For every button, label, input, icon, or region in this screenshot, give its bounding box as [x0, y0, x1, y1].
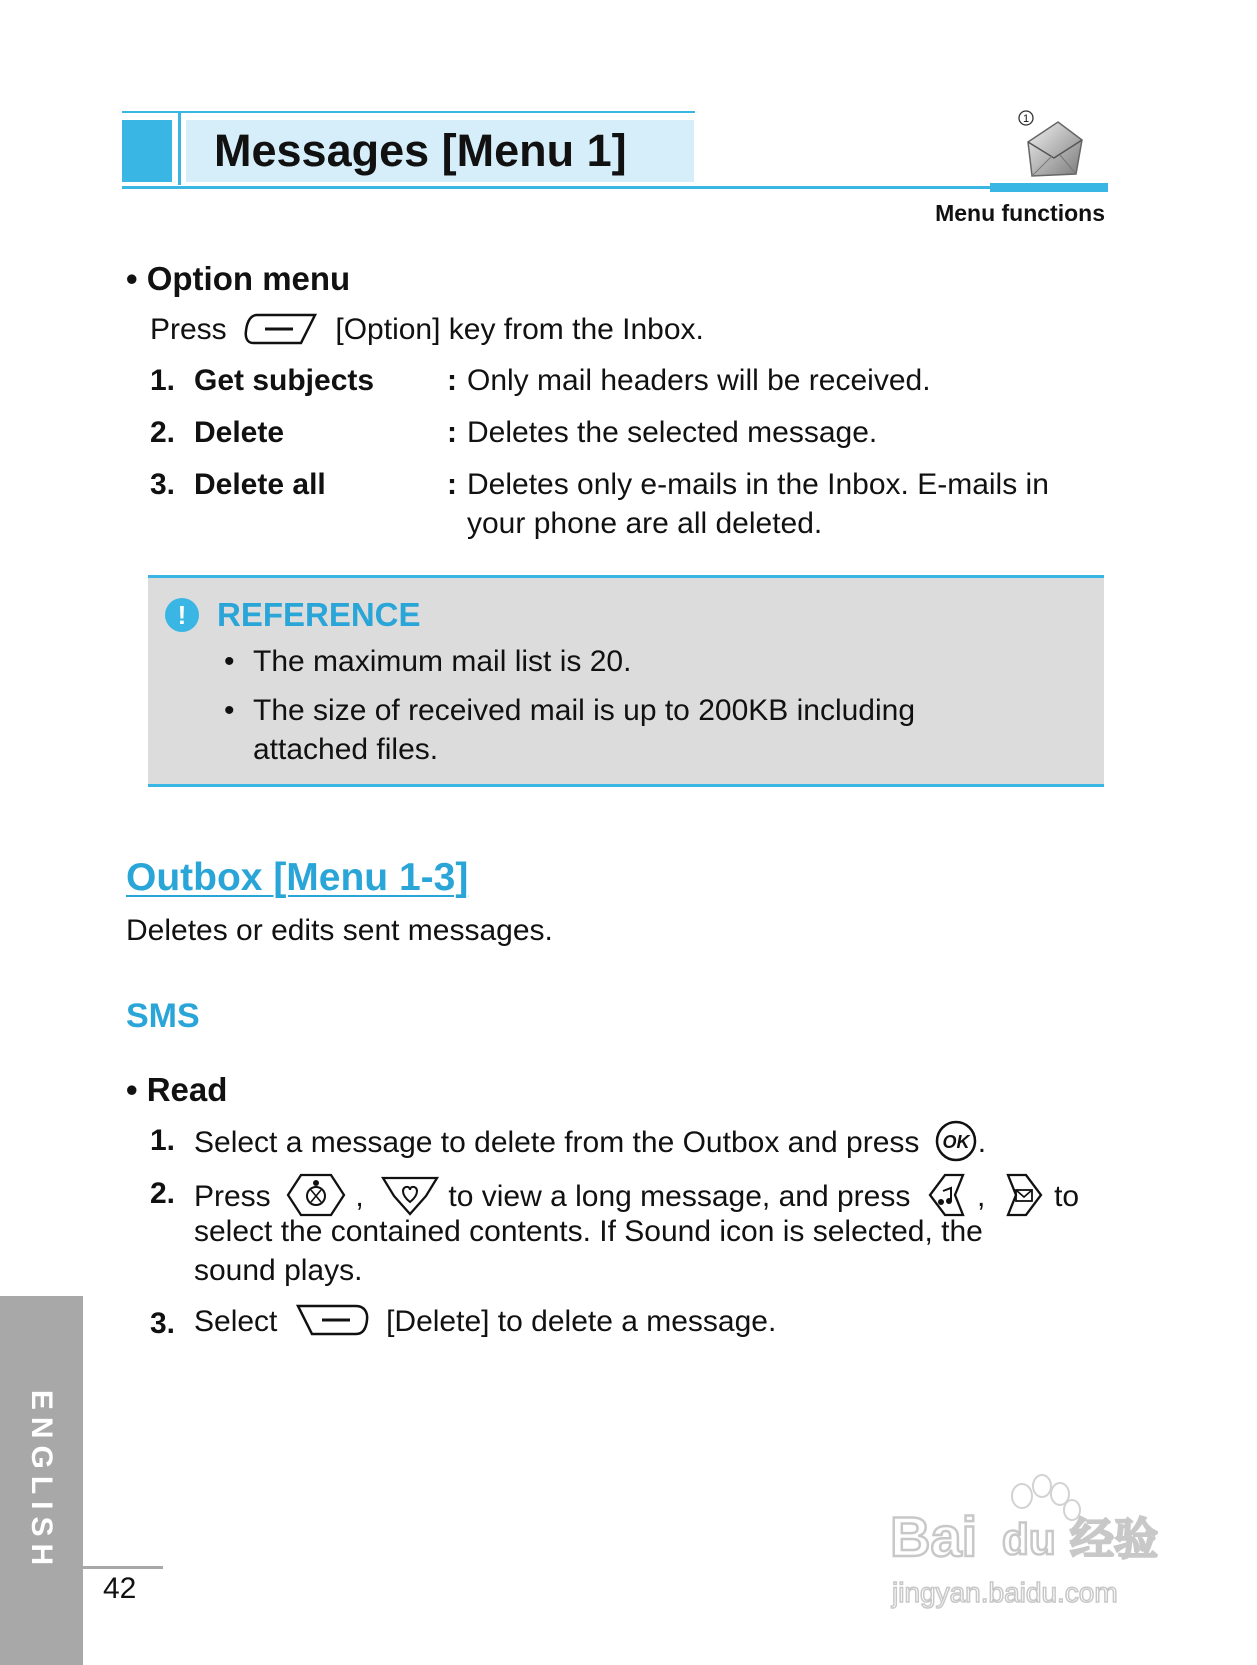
right-soft-key-icon: [294, 1302, 370, 1338]
nav-left-key-icon: [925, 1171, 969, 1219]
header-top-rule: [122, 111, 695, 113]
page-number: 42: [103, 1572, 137, 1605]
read-step-2-cont: select the contained contents. If Sound icon is selected, the: [194, 1215, 983, 1248]
option-intro-before: Press: [150, 313, 227, 346]
option-item-number: 3.: [150, 468, 176, 501]
option-intro-after: [Option] key from the Inbox.: [335, 313, 704, 346]
outbox-description: Deletes or edits sent messages.: [126, 914, 553, 947]
header-underline: [122, 186, 990, 189]
header-separator: [178, 113, 181, 185]
option-item-desc: Deletes only e-mails in the Inbox. E-mails in: [467, 468, 1049, 501]
read-step-text: to: [1054, 1179, 1080, 1213]
bullet-dot: •: [224, 645, 235, 678]
option-item-colon: :: [447, 364, 457, 397]
option-item-desc: Deletes the selected message.: [467, 416, 878, 449]
exclamation-icon: !: [165, 598, 199, 632]
outbox-title: Outbox [Menu 1-3]: [126, 856, 469, 899]
read-step-number: 1.: [150, 1124, 176, 1157]
svg-text:jingyan.baidu.com: jingyan.baidu.com: [892, 1577, 1118, 1608]
nav-down-key-icon: [380, 1172, 440, 1218]
read-step-2-cont: sound plays.: [194, 1254, 363, 1287]
option-item-desc: Only mail headers will be received.: [467, 364, 931, 397]
read-step-text: Press: [194, 1179, 271, 1213]
reference-bullet: The size of received mail is up to 200KB including: [253, 694, 916, 727]
reference-title: REFERENCE: [217, 596, 421, 633]
read-step-text-end: [Delete] to delete a message.: [386, 1305, 777, 1338]
section-subtitle: Menu functions: [935, 200, 1105, 226]
language-tab-label: ENGLISH: [25, 1389, 59, 1572]
option-item-number: 2.: [150, 416, 176, 449]
svg-text:OK: OK: [942, 1132, 970, 1152]
reference-bullet: The maximum mail list is 20.: [253, 645, 632, 678]
left-soft-key-icon: [243, 311, 319, 347]
svg-text:1: 1: [1022, 113, 1030, 125]
read-heading: • Read: [126, 1071, 228, 1108]
nav-right-key-icon: [1002, 1171, 1046, 1219]
read-step-text: Select: [194, 1305, 278, 1338]
page-number-rule: [83, 1566, 163, 1569]
option-item-colon: :: [447, 468, 457, 501]
read-step-1: [194, 1122, 986, 1166]
read-step-sep: ,: [355, 1179, 364, 1213]
option-menu-heading: • Option menu: [126, 260, 351, 297]
option-item-desc-cont: your phone are all deleted.: [467, 507, 823, 540]
ok-key-icon: [934, 1119, 978, 1163]
baidu-watermark: [890, 1470, 1190, 1620]
option-item-label: Delete all: [194, 468, 326, 501]
option-item-label: Delete: [194, 416, 285, 449]
envelope-icon: [1016, 110, 1092, 182]
header-accent-block: [122, 120, 172, 182]
page-title: Messages [Menu 1]: [214, 125, 627, 176]
read-step-number: 3.: [150, 1307, 176, 1340]
svg-text:经验: 经验: [1070, 1514, 1158, 1565]
read-step-text: to view a long message, and press: [448, 1179, 911, 1213]
header-tab-marker: [990, 183, 1108, 192]
read-step-3: [194, 1305, 776, 1341]
svg-text:Bai: Bai: [890, 1505, 978, 1568]
option-intro: [150, 313, 704, 349]
nav-up-key-icon: [285, 1172, 347, 1218]
read-step-text: Select a message to delete from the Outbox and press: [194, 1125, 920, 1159]
read-step-sep: ,: [977, 1179, 986, 1213]
sms-title: SMS: [126, 997, 200, 1035]
option-item-number: 1.: [150, 364, 176, 397]
option-item-label: Get subjects: [194, 364, 375, 397]
option-item-colon: :: [447, 416, 457, 449]
read-step-text-end: .: [977, 1125, 987, 1159]
bullet-dot: •: [224, 694, 235, 727]
svg-text:du: du: [1002, 1515, 1056, 1564]
read-step-number: 2.: [150, 1177, 176, 1210]
reference-bullet-cont: attached files.: [253, 733, 439, 766]
